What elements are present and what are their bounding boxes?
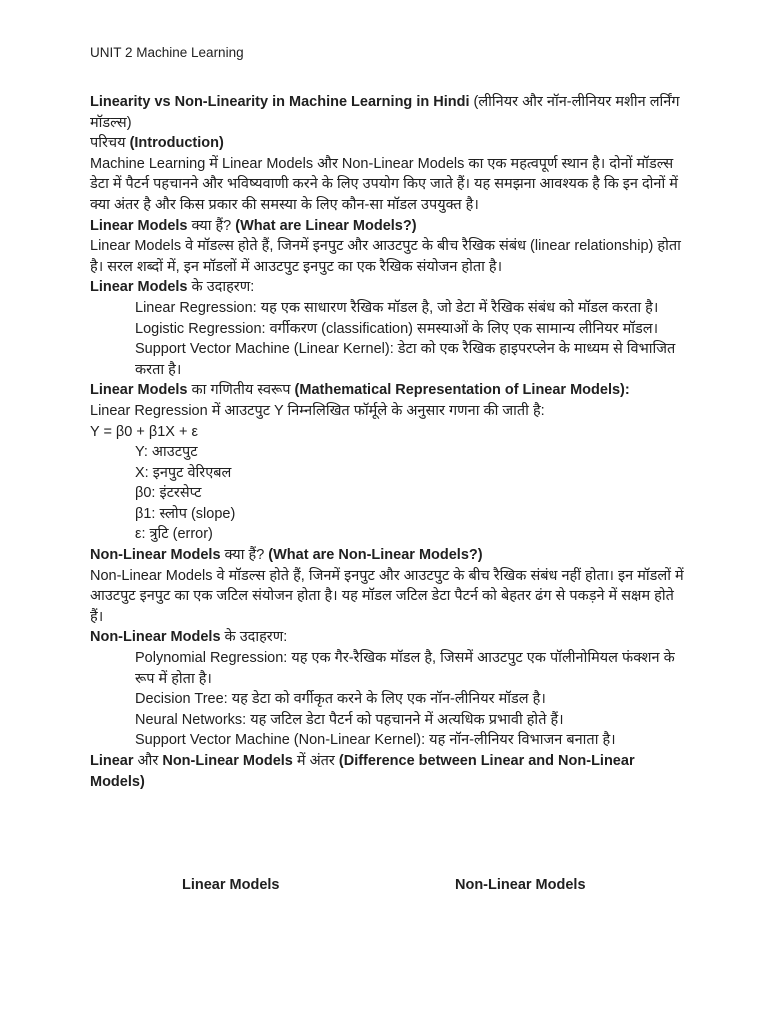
linear-models-heading: Linear Models क्या हैं? (What are Linear Models?) xyxy=(90,217,417,234)
formula: Y = β0 + β1X + ε xyxy=(90,423,198,440)
document-body xyxy=(90,92,690,792)
list-item: Support Vector Machine (Linear Kernel): डेटा को एक रैखिक हाइपरप्लेन के माध्यम से विभाजित करता है। xyxy=(135,341,676,378)
title-hindi: (लीनियर और नॉन-लीनियर मशीन लर्निंग मॉडल्स) xyxy=(90,94,680,131)
title-bold: Linearity vs Non-Linearity in Machine Learning in Hindi xyxy=(90,94,470,110)
linear-examples-heading: Linear Models के उदाहरण: xyxy=(90,279,255,296)
nonlinear-models-definition: Non-Linear Models वे मॉडल्स होते हैं, जिनमें इनपुट और आउटपुट के बीच रैखिक संबंध नहीं होता। इन मॉडलों में आउटपुट इनपुट का एक जटिल संयोजन होता है। यह मॉडल जटिल डेटा पैटर्न को बेहतर ढंग से पकड़ने में सक्षम होते हैं। xyxy=(90,567,684,625)
formula-term: ε: त्रुटि (error) xyxy=(135,526,213,543)
list-item: Linear Regression: यह एक साधारण रैखिक मॉडल है, जो डेटा में रैखिक संबंध को मॉडल करता है। xyxy=(135,299,659,316)
formula-term: X: इनपुट वेरिएबल xyxy=(135,464,232,481)
linear-models-definition: Linear Models वे मॉडल्स होते हैं, जिनमें इनपुट और आउटपुट के बीच रैखिक संबंध (linear relationship) होता है। सरल शब्दों में, इन मॉडलों में आउटपुट इनपुट का एक रैखिक संयोजन होता है। xyxy=(90,238,681,275)
list-item: Decision Tree: यह डेटा को वर्गीकृत करने के लिए एक नॉन-लीनियर मॉडल है। xyxy=(135,691,546,708)
table-header-nonlinear: Non-Linear Models xyxy=(455,877,586,893)
list-item: Logistic Regression: वर्गीकरण (classification) समस्याओं के लिए एक सामान्य लीनियर मॉडल। xyxy=(135,320,659,337)
nonlinear-examples-heading: Non-Linear Models के उदाहरण: xyxy=(90,629,288,646)
difference-heading: Linear और Non-Linear Models में अंतर (Difference between Linear and Non-Linear Models) xyxy=(90,753,635,790)
list-item: Support Vector Machine (Non-Linear Kernel): यह नॉन-लीनियर विभाजन बनाता है। xyxy=(135,732,616,749)
math-heading: Linear Models का गणितीय स्वरूप (Mathematical Representation of Linear Models): xyxy=(90,382,630,399)
page-header: UNIT 2 Machine Learning xyxy=(90,45,244,60)
formula-term: β1: स्लोप (slope) xyxy=(135,505,236,522)
formula-term: Y: आउटपुट xyxy=(135,444,198,461)
document-title xyxy=(90,92,690,133)
nonlinear-models-heading: Non-Linear Models क्या हैं? (What are Non-Linear Models?) xyxy=(90,547,483,564)
intro-heading: परिचय (Introduction) xyxy=(90,135,224,152)
list-item: Polynomial Regression: यह एक गैर-रैखिक मॉडल है, जिसमें आउटपुट एक पॉलीनोमियल फंक्शन के रूप में होता है। xyxy=(135,650,675,687)
table-header-linear: Linear Models xyxy=(182,877,280,893)
math-description: Linear Regression में आउटपुट Y निम्नलिखित फॉर्मूले के अनुसार गणना की जाती है: xyxy=(90,402,545,419)
intro-paragraph: Machine Learning में Linear Models और Non-Linear Models का एक महत्वपूर्ण स्थान है। दोनों मॉडल्स डेटा में पैटर्न पहचानने और भविष्यवाणी करने के लिए उपयोग किए जाते हैं। यह समझना आवश्यक है कि इन दोनों में क्या अंतर है और किस प्रकार की समस्या के लिए कौन-सा मॉडल उपयुक्त है। xyxy=(90,155,678,213)
list-item: Neural Networks: यह जटिल डेटा पैटर्न को पहचानने में अत्यधिक प्रभावी होते हैं। xyxy=(135,711,564,728)
formula-term: β0: इंटरसेप्ट xyxy=(135,485,202,502)
